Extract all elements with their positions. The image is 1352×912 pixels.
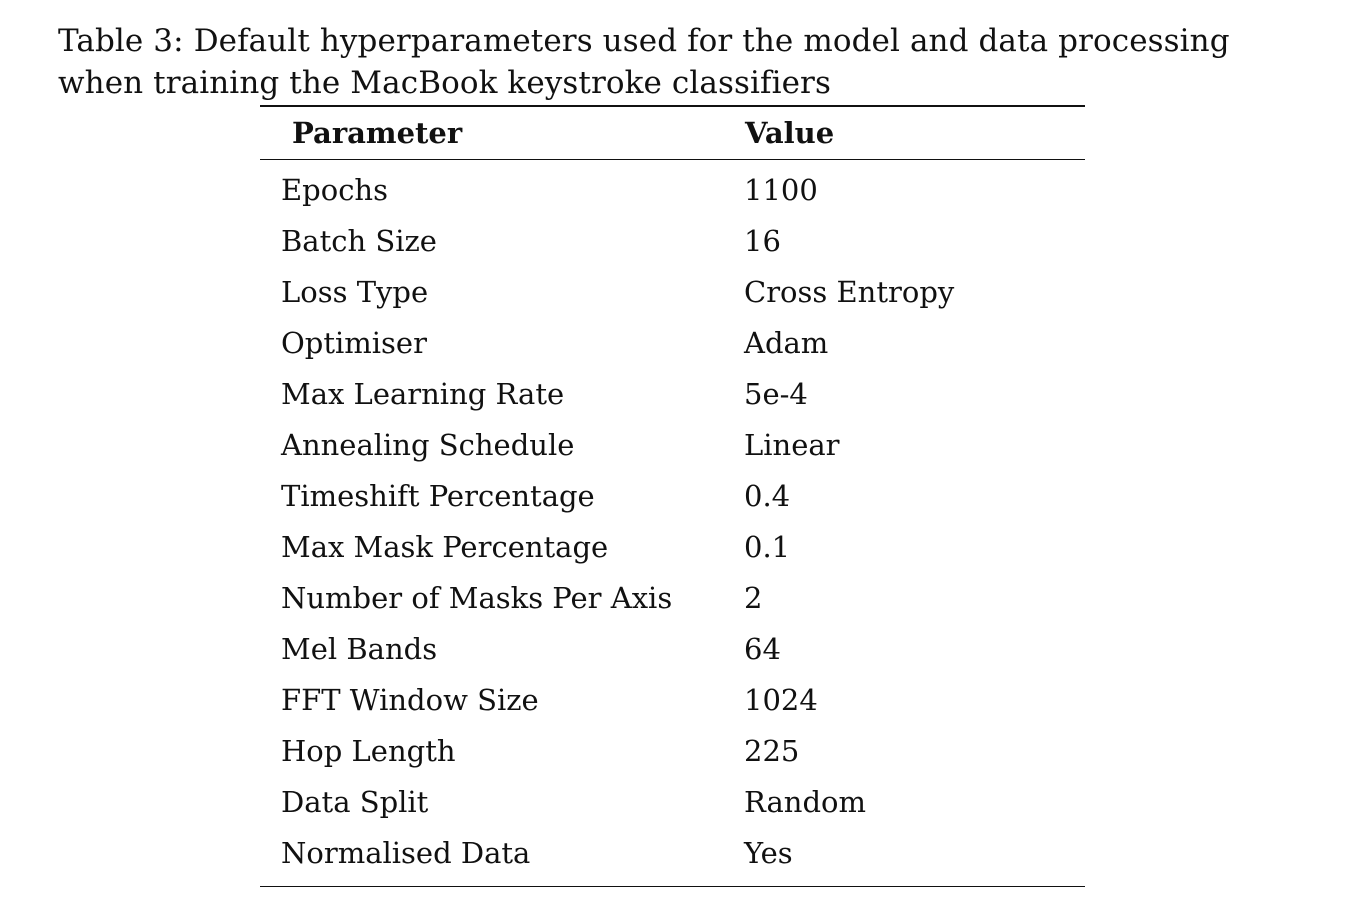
row-value: 64 (744, 632, 781, 666)
header-parameter: Parameter (292, 116, 463, 150)
row-value: 1100 (744, 173, 818, 207)
bottom-rule (260, 886, 1085, 887)
table-row (260, 574, 1085, 625)
row-parameter: Normalised Data (281, 836, 531, 870)
table-row (260, 625, 1085, 676)
table-caption-text: Default hyperparameters used for the model and data processing when training the MacBook keystroke classifiers (58, 23, 1230, 101)
row-value: Cross Entropy (744, 275, 955, 309)
row-value: 2 (744, 581, 763, 615)
row-value: 0.4 (744, 479, 791, 513)
row-parameter: Max Mask Percentage (281, 530, 609, 564)
row-parameter: Batch Size (281, 224, 437, 258)
row-parameter: Number of Masks Per Axis (281, 581, 673, 615)
row-parameter: FFT Window Size (281, 683, 539, 717)
row-parameter: Annealing Schedule (281, 428, 575, 462)
row-parameter: Hop Length (281, 734, 456, 768)
hyperparameter-table (260, 105, 1085, 887)
row-value: 1024 (744, 683, 818, 717)
table-row (260, 778, 1085, 829)
table-row (260, 421, 1085, 472)
row-value: Linear (744, 428, 840, 462)
table-caption-label: Table 3: (58, 23, 184, 59)
table-row (260, 676, 1085, 727)
table-row (260, 523, 1085, 574)
row-parameter: Epochs (281, 173, 388, 207)
row-parameter: Max Learning Rate (281, 377, 565, 411)
table-row (260, 727, 1085, 778)
row-parameter: Mel Bands (281, 632, 438, 666)
table-header-row (260, 107, 1085, 159)
row-value: 5e-4 (744, 377, 808, 411)
row-parameter: Optimiser (281, 326, 427, 360)
table-row (260, 370, 1085, 421)
table-row (260, 217, 1085, 268)
table-body (260, 160, 1085, 886)
row-parameter: Loss Type (281, 275, 429, 309)
row-value: 16 (744, 224, 781, 258)
row-parameter: Data Split (281, 785, 429, 819)
table-caption (58, 20, 1318, 104)
table-row (260, 166, 1085, 217)
row-parameter: Timeshift Percentage (281, 479, 595, 513)
row-value: Random (744, 785, 866, 819)
table-row (260, 829, 1085, 880)
row-value: 225 (744, 734, 800, 768)
table-row (260, 268, 1085, 319)
row-value: 0.1 (744, 530, 791, 564)
row-value: Adam (744, 326, 829, 360)
table-row (260, 319, 1085, 370)
header-value: Value (745, 116, 835, 150)
table-row (260, 472, 1085, 523)
row-value: Yes (744, 836, 793, 870)
